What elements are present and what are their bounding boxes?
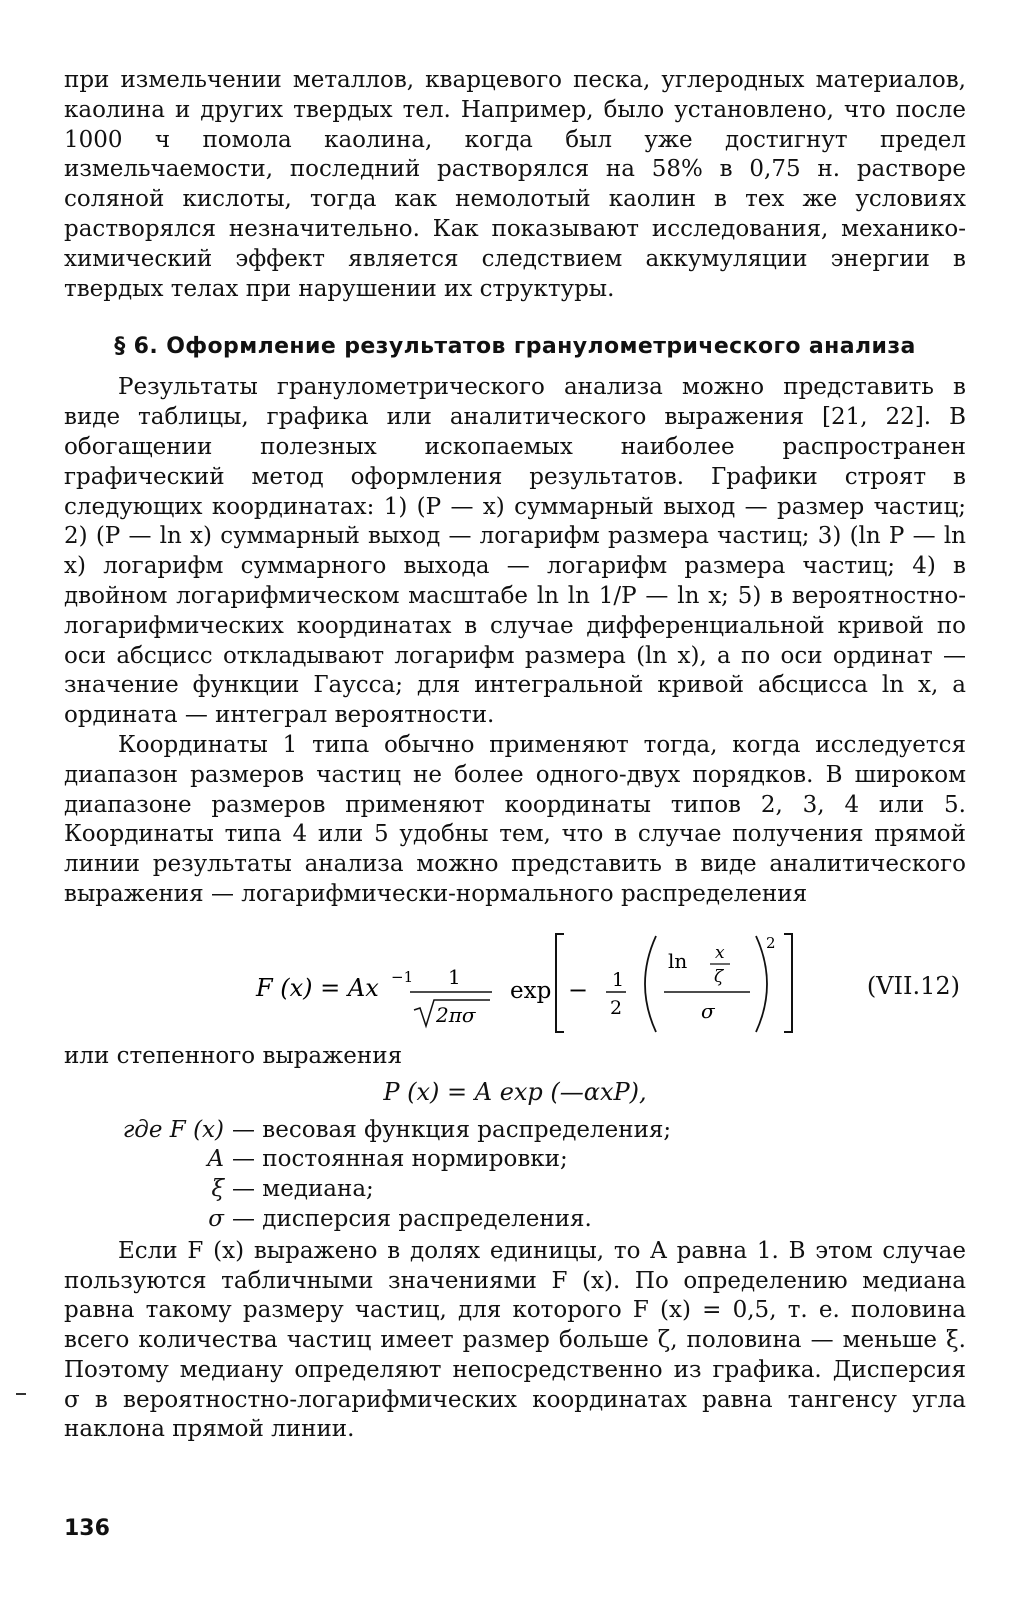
formula-x: x xyxy=(715,942,725,963)
formula-zeta: ζ xyxy=(714,966,724,987)
formula-half-den: 2 xyxy=(610,996,623,1019)
formula-vii-12 xyxy=(64,924,966,1036)
definition-symbol: A xyxy=(207,1146,224,1173)
formula-half-num: 1 xyxy=(612,968,625,991)
definition-text: — весовая функция распределения; xyxy=(232,1116,672,1143)
formula-lhs: F (x) = Ax xyxy=(256,973,379,1002)
section-heading: § 6. Оформление результатов гранулометрического анализа xyxy=(114,334,916,360)
definition-symbol: ξ xyxy=(211,1176,224,1203)
formula-lognormal xyxy=(64,924,966,1036)
definition-symbol: где F (x) xyxy=(122,1116,224,1143)
formula-square: 2 xyxy=(766,933,776,952)
paragraph-4: Если F (x) выражено в долях единицы, то A равна 1. В этом случае пользуются табличными значениями F (x). По определению медиана равна такому размеру частиц, для которого F (x) = 0,5, т. е. половина всего количества частиц имеет размер больше ζ, половина — меньше ξ. Поэтому медиану определяют непосредственно из графика. Дисперсия σ в вероятностно-логарифмических координатах равна тангенсу угла наклона прямой линии. xyxy=(64,1237,966,1443)
definition-symbol: σ xyxy=(208,1205,224,1232)
or-power-text: или степенного выражения xyxy=(64,1042,403,1069)
formula-minus: − xyxy=(568,975,589,1004)
left-paren xyxy=(645,936,656,1032)
formula-sigma: σ xyxy=(701,998,715,1023)
paragraph-3: Координаты 1 типа обычно применяют тогда, когда исследуется диапазон размеров частиц не более одного-двух порядков. В широком диапазоне размеров применяют координаты типов 2, 3, 4 или 5. Координаты типа 4 или 5 удобны тем, что в случае получения прямой линии результаты анализа можно представить в виде аналитического выражения — логарифмически-нормального распределения xyxy=(64,731,966,907)
page-number: 136 xyxy=(64,1516,110,1541)
definition-row xyxy=(64,1175,966,1205)
paragraph-1: при измельчении металлов, кварцевого песка, углеродных материалов, каолина и других твердых тел. Например, было установлено, что после 1000 ч помола каолина, когда был уже достигнут предел измельчаемости, последний растворялся на 58% в 0,75 н. растворе соляной кислоты, тогда как немолотый каолин в тех же условиях растворялся незначительно. Как показывают исследования, механико-химический эффект является следствием аккумуляции энергии в твердых телах при нарушении их структуры. xyxy=(64,67,966,302)
formula-exp-minus-one: −1 xyxy=(391,967,414,986)
formula-frac-den: 2πσ xyxy=(436,1002,476,1027)
margin-mark xyxy=(16,1393,26,1395)
definitions-list xyxy=(64,1116,966,1235)
left-bracket xyxy=(556,934,564,1032)
formula-exp-word: exp xyxy=(510,977,552,1004)
definition-text: — постоянная нормировки; xyxy=(232,1146,568,1173)
right-bracket xyxy=(784,934,792,1032)
definition-row xyxy=(64,1116,966,1146)
definition-text: — медиана; xyxy=(232,1176,374,1203)
definition-text: — дисперсия распределения. xyxy=(232,1205,592,1232)
page-body xyxy=(64,66,966,1445)
paragraph-2: Результаты гранулометрического анализа можно представить в виде таблицы, графика или аналитического выражения [21, 22]. В обогащении полезных ископаемых наиболее распространен графический метод оформления результатов. Графики строят в следующих координатах: 1) (P — x) суммарный выход — размер частиц; 2) (P — ln x) суммарный выход — логарифм размера частиц; 3) (ln P — ln x) логарифм суммарного выхода — логарифм размера частиц; 4) в двойном логарифмическом масштабе ln ln 1/P — ln x; 5) в вероятностно-логарифмических координатах в случае дифференциальной кривой по оси абсцисс откладывают логарифм размера (ln x), а по оси ординат — значение функции Гаусса; для интегральной кривой абсцисса ln x, а ордината — интеграл вероятности. xyxy=(64,374,966,729)
definition-row xyxy=(64,1205,966,1235)
formula-ln: ln xyxy=(668,948,688,973)
definition-row xyxy=(64,1145,966,1175)
formula-frac-num: 1 xyxy=(448,964,461,989)
formula-power: P (x) = A exp (—αxP), xyxy=(383,1077,647,1106)
formula-label: (VII.12) xyxy=(866,971,960,1000)
